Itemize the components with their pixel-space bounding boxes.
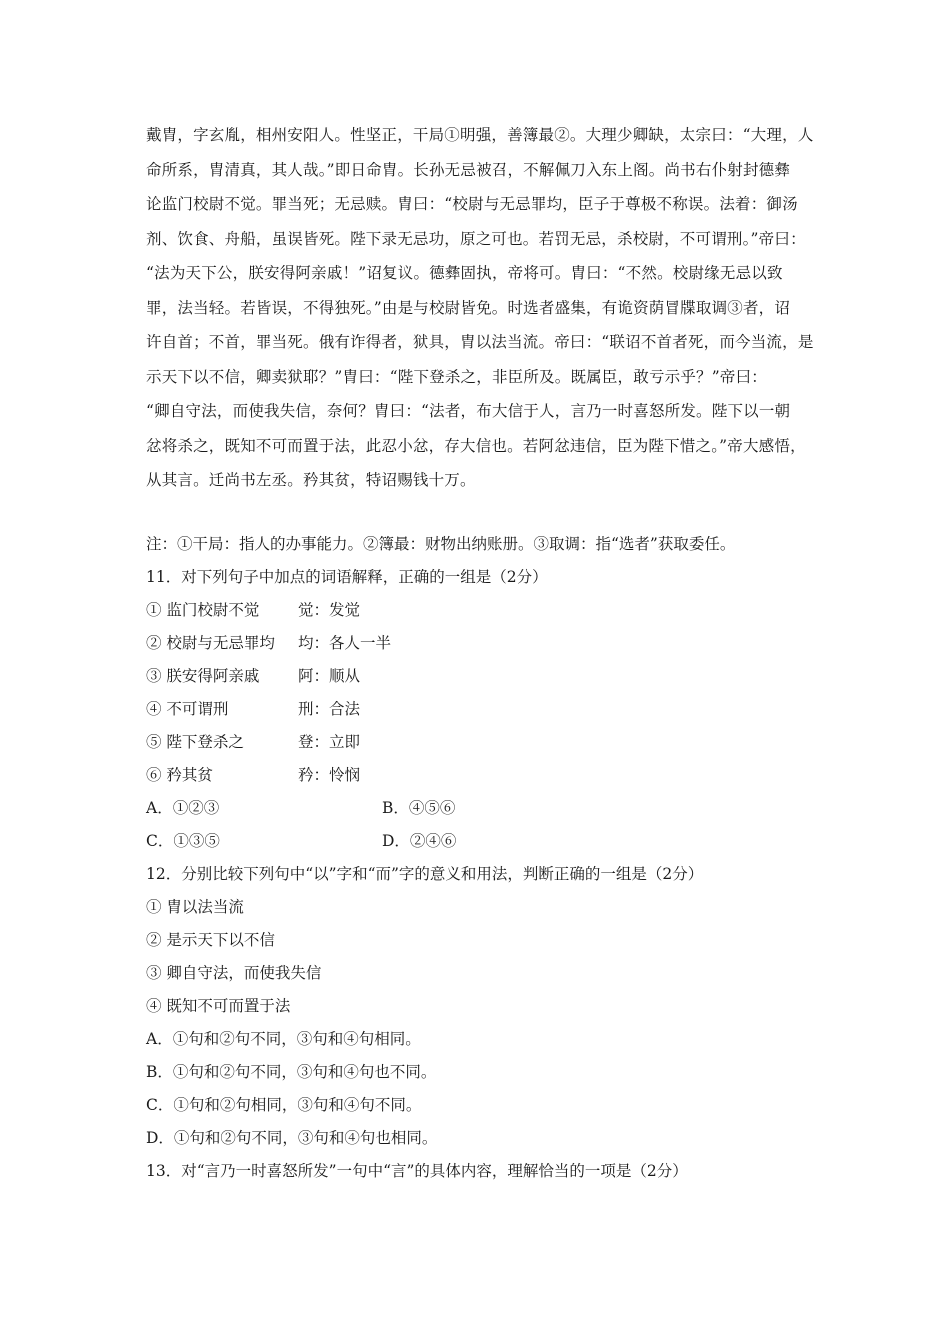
q11-gloss: 矜：怜悯: [298, 766, 361, 784]
q11-item: [146, 594, 826, 627]
passage-line: 命所系，胄清真，其人哉。”即日命胄。长孙无忌被召，不解佩刀入东上阁。尚书右仆射封德彝: [146, 160, 791, 179]
question-11-title: 11．对下列句子中加点的词语解释，正确的一组是（2分）: [146, 568, 548, 586]
q12-item: ③ 卿自守法，而使我失信: [146, 964, 322, 982]
passage-line: “卿自守法，而使我失信，奈何？胄曰：“法者，布大信于人，言乃一时喜怒所发。陛下以一朝: [146, 402, 791, 420]
passage-line: 许自首；不首，罪当死。俄有诈得者，狱具，胄以法当流。帝曰：“联诏不首者死，而今当流，是: [146, 333, 814, 351]
q12-option-d: D．①句和②句不同，③句和④句也相同。: [146, 1129, 438, 1147]
q12-item: ④ 既知不可而置于法: [146, 997, 291, 1015]
q11-item: [146, 627, 826, 660]
q11-sentence: ① 监门校尉不觉: [146, 601, 260, 619]
q12-option-c: C．①句和②句相同，③句和④句不同。: [146, 1096, 422, 1114]
q11-item: [146, 693, 826, 726]
q12-option-b: B．①句和②句不同，③句和④句也不同。: [146, 1063, 437, 1081]
passage-line: 从其言。迁尚书左丞。矜其贫，特诏赐钱十万。: [146, 471, 476, 489]
passage-line: 剂、饮食、舟船，虽误皆死。陛下录无忌功，原之可也。若罚无忌，杀校尉，不可谓刑。”帝曰：: [146, 229, 806, 248]
q11-option-a: A．①②③: [146, 799, 220, 817]
q11-gloss: 均：各人一半: [298, 634, 392, 652]
question-12-title: 12．分别比较下列句中“以”字和“而”字的意义和用法，判断正确的一组是（2分）: [146, 865, 704, 883]
q11-item: [146, 660, 826, 693]
passage-line: 示天下以不信，卿卖狱耶？”胄曰：“陛下登杀之，非臣所及。既属臣，敢亏示乎？”帝曰：: [146, 367, 767, 386]
q11-sentence: ⑤ 陛下登杀之: [146, 733, 244, 751]
q11-sentence: ③ 朕安得阿亲戚: [146, 667, 260, 685]
q12-item: ② 是示天下以不信: [146, 931, 275, 949]
passage-line: 戴胄，字玄胤，相州安阳人。性坚正，干局①明强，善簿最②。大理少卿缺，太宗曰：“大理，人: [146, 126, 814, 144]
q11-item: [146, 759, 826, 792]
question-13: [146, 1155, 826, 1188]
question-11: [146, 561, 826, 858]
q11-option-row: [146, 792, 826, 825]
q11-gloss: 登：立即: [298, 733, 361, 751]
passage-line: 忿将杀之，既知不可而置于法，此忍小忿，存大信也。若阿忿违信，臣为陛下惜之。”帝大感悟，: [146, 436, 806, 455]
annotation-note: [146, 528, 826, 561]
q11-sentence: ⑥ 矜其贫: [146, 766, 213, 784]
question-13-title: 13．对“言乃一时喜怒所发”一句中“言”的具体内容，理解恰当的一项是（2分）: [146, 1162, 688, 1180]
passage-line: 罪，法当轻。若皆误，不得独死。”由是与校尉皆免。时选者盛集，有诡资荫冒牒取调③者，诏: [146, 298, 791, 317]
q12-item: ① 胄以法当流: [146, 898, 244, 916]
q11-gloss: 刑：合法: [298, 700, 361, 718]
q12-option-a: A．①句和②句不同，③句和④句相同。: [146, 1030, 421, 1048]
q11-sentence: ② 校尉与无忌罪均: [146, 634, 275, 652]
q11-option-d: D．②④⑥: [382, 832, 457, 850]
question-12: [146, 858, 826, 1155]
q11-gloss: 觉：发觉: [298, 601, 361, 619]
passage-line: “法为天下公，朕安得阿亲戚！”诏复议。德彝固执，帝将可。胄曰：“不然。校尉缘无忌以致: [146, 264, 783, 282]
q11-option-b: B．④⑤⑥: [382, 799, 456, 817]
q11-gloss: 阿：顺从: [298, 667, 361, 685]
passage: [146, 118, 814, 498]
q11-sentence: ④ 不可谓刑: [146, 700, 229, 718]
q11-item: [146, 726, 826, 759]
q11-option-c: C．①③⑤: [146, 832, 220, 850]
q11-option-row: [146, 825, 826, 858]
note-text: 注：①干局：指人的办事能力。②簿最：财物出纳账册。③取调：指“选者”获取委任。: [146, 535, 736, 553]
passage-line: 论监门校尉不觉。罪当死；无忌赎。胄曰：“校尉与无忌罪均，臣子于尊极不称误。法着：御汤: [146, 195, 798, 213]
